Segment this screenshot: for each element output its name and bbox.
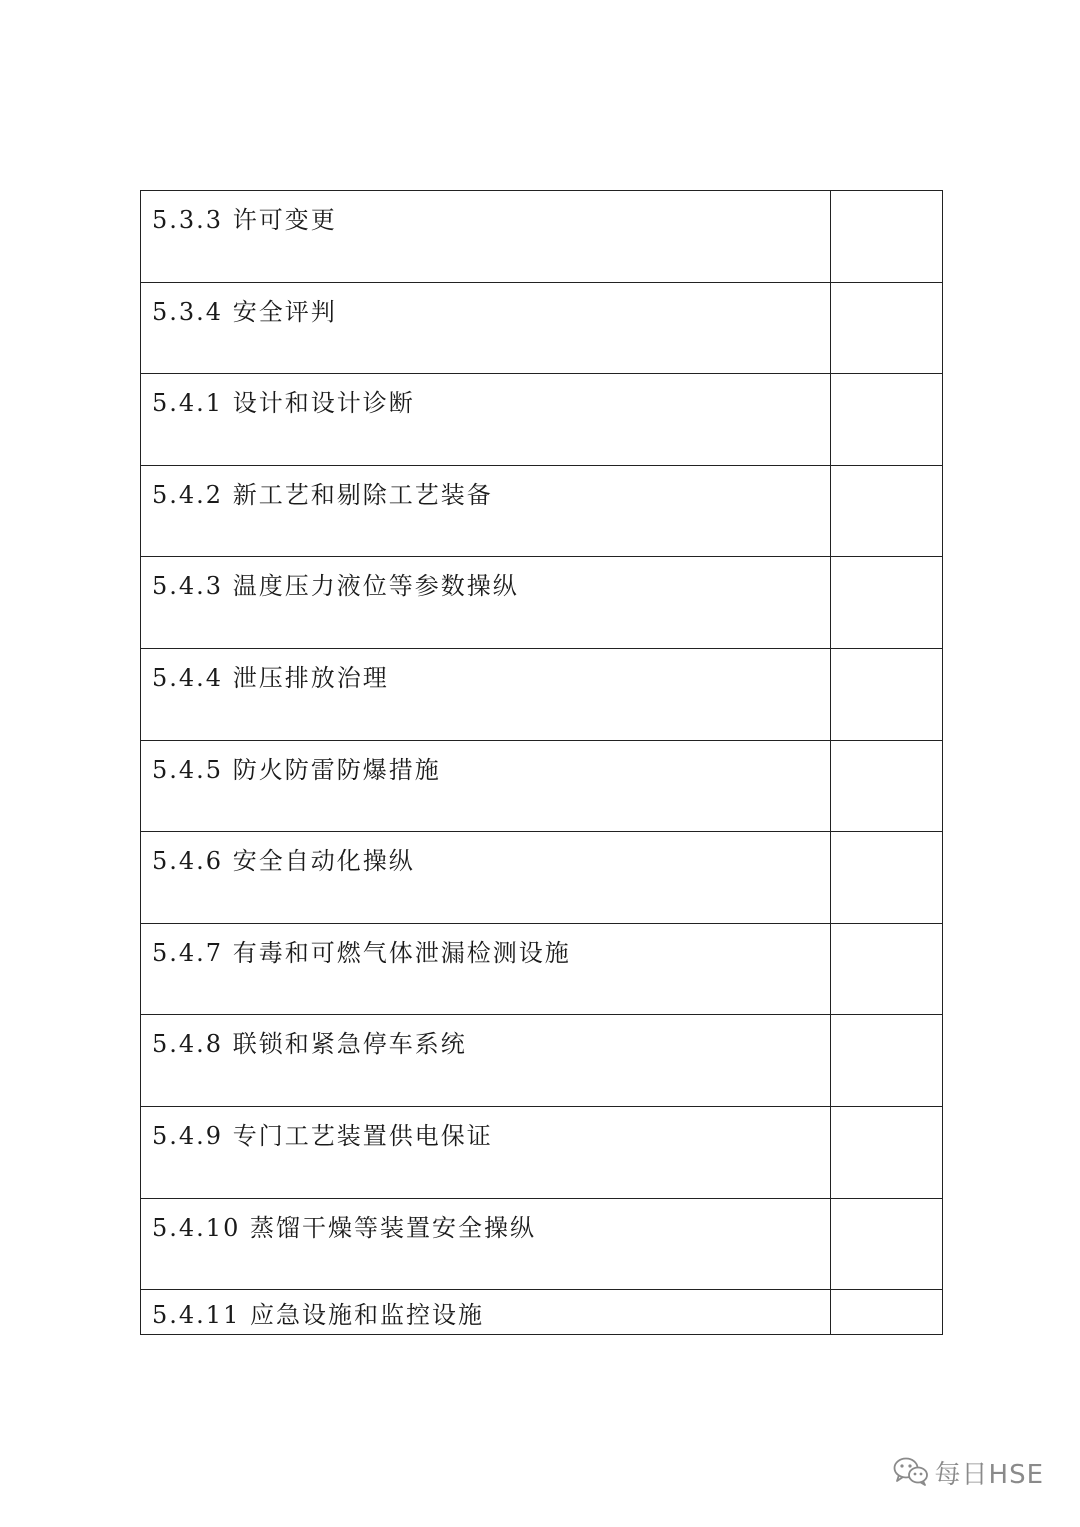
check-cell <box>831 1015 943 1107</box>
table-row <box>141 832 943 924</box>
item-cell <box>141 1290 831 1335</box>
check-cell <box>831 740 943 832</box>
check-cell <box>831 832 943 924</box>
item-cell <box>141 923 831 1015</box>
item-cell <box>141 1198 831 1290</box>
table-row <box>141 191 943 283</box>
check-cell <box>831 1198 943 1290</box>
table-row <box>141 1106 943 1198</box>
check-cell <box>831 465 943 557</box>
checklist-table <box>140 190 943 1335</box>
item-text: 5.4.10 蒸馏干燥等装置安全操纵 <box>152 1213 536 1242</box>
check-cell <box>831 648 943 740</box>
item-text: 5.4.8 联锁和紧急停车系统 <box>152 1030 467 1059</box>
table-row <box>141 923 943 1015</box>
table-row <box>141 374 943 466</box>
check-cell <box>831 557 943 649</box>
item-text: 5.4.5 防火防雷防爆措施 <box>152 755 441 784</box>
check-cell <box>831 923 943 1015</box>
table-row <box>141 740 943 832</box>
item-cell <box>141 374 831 466</box>
item-cell <box>141 465 831 557</box>
item-text: 5.4.11 应急设施和监控设施 <box>152 1301 484 1330</box>
check-cell <box>831 374 943 466</box>
wechat-icon <box>893 1456 929 1490</box>
item-text: 5.4.9 专门工艺装置供电保证 <box>152 1121 493 1150</box>
watermark <box>893 1454 1044 1491</box>
check-cell <box>831 282 943 374</box>
table-row <box>141 465 943 557</box>
item-cell <box>141 1106 831 1198</box>
item-cell <box>141 1015 831 1107</box>
item-text: 5.4.4 泄压排放治理 <box>152 663 389 692</box>
table-row <box>141 282 943 374</box>
item-cell <box>141 832 831 924</box>
table-row <box>141 1015 943 1107</box>
item-text: 5.3.3 许可变更 <box>152 206 337 234</box>
table-row <box>141 648 943 740</box>
item-cell <box>141 282 831 374</box>
check-cell <box>831 1290 943 1335</box>
check-cell <box>831 1106 943 1198</box>
item-text: 5.4.3 温度压力液位等参数操纵 <box>152 572 519 601</box>
table-row <box>141 1198 943 1290</box>
item-text: 5.4.1 设计和设计诊断 <box>152 389 415 418</box>
item-text: 5.4.2 新工艺和剔除工艺装备 <box>152 480 493 509</box>
item-cell <box>141 740 831 832</box>
table-row <box>141 1290 943 1335</box>
table-row <box>141 557 943 649</box>
item-cell <box>141 648 831 740</box>
item-cell <box>141 557 831 649</box>
item-cell <box>141 191 831 283</box>
item-text: 5.4.6 安全自动化操纵 <box>152 847 415 876</box>
item-text: 5.4.7 有毒和可燃气体泄漏检测设施 <box>152 938 571 967</box>
item-text: 5.3.4 安全评判 <box>152 297 337 326</box>
watermark-text: 每日HSE <box>934 1460 1044 1490</box>
check-cell <box>831 191 943 283</box>
